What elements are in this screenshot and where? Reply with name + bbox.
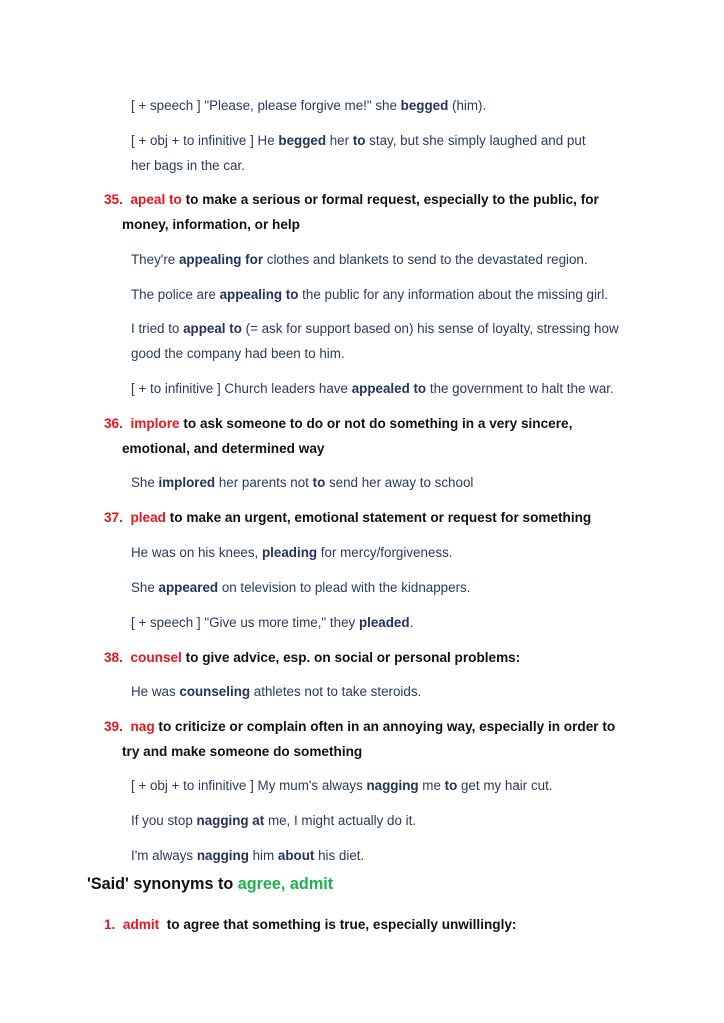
example-begged-infinitive: [ + obj + to infinitive ] He begged her to stay, but she simply laughed and put her bags in the car. bbox=[131, 133, 586, 173]
example-appealing-to: The police are appealing to the public for any information about the missing girl. bbox=[131, 287, 609, 302]
example-appeal-to-loyalty: I tried to appeal to (= ask for support based on) his sense of loyalty, stressing how good the company had been to him. bbox=[131, 321, 619, 361]
example-appealing-for: They're appealing for clothes and blankets to send to the devastated region. bbox=[131, 252, 588, 267]
entry-counsel: 38. counsel to give advice, esp. on social or personal problems: bbox=[104, 650, 521, 665]
example-appeared: She appeared on television to plead with the kidnappers. bbox=[131, 580, 471, 595]
example-pleaded: [ + speech ] "Give us more time," they pleaded. bbox=[131, 615, 414, 630]
entry-admit: 1. admit to agree that something is true, especially unwillingly: bbox=[104, 917, 517, 932]
example-appealed-to: [ + to infinitive ] Church leaders have appealed to the government to halt the war. bbox=[131, 381, 614, 396]
entry-appeal-to: 35. apeal to to make a serious or formal request, especially to the public, for money, information, or help bbox=[104, 192, 599, 232]
example-nagging-to: [ + obj + to infinitive ] My mum's always nagging me to get my hair cut. bbox=[131, 778, 553, 793]
entry-nag: 39. nag to criticize or complain often in an annoying way, especially in order to try and make someone do something bbox=[104, 719, 616, 759]
example-pleading: He was on his knees, pleading for mercy/forgiveness. bbox=[131, 545, 453, 560]
example-counseling: He was counseling athletes not to take steroids. bbox=[131, 684, 422, 699]
section-heading: 'Said' synonyms to agree, admit bbox=[87, 875, 334, 893]
example-nagging-at: If you stop nagging at me, I might actually do it. bbox=[131, 813, 417, 828]
example-begged-speech: [ + speech ] "Please, please forgive me!" she begged (him). bbox=[131, 98, 487, 113]
example-nagging-about: I'm always nagging him about his diet. bbox=[131, 848, 365, 863]
entry-implore: 36. implore to ask someone to do or not do something in a very sincere, emotional, and determined way bbox=[104, 416, 573, 456]
entry-plead: 37. plead to make an urgent, emotional statement or request for something bbox=[104, 510, 592, 525]
example-implored: She implored her parents not to send her away to school bbox=[131, 475, 474, 490]
